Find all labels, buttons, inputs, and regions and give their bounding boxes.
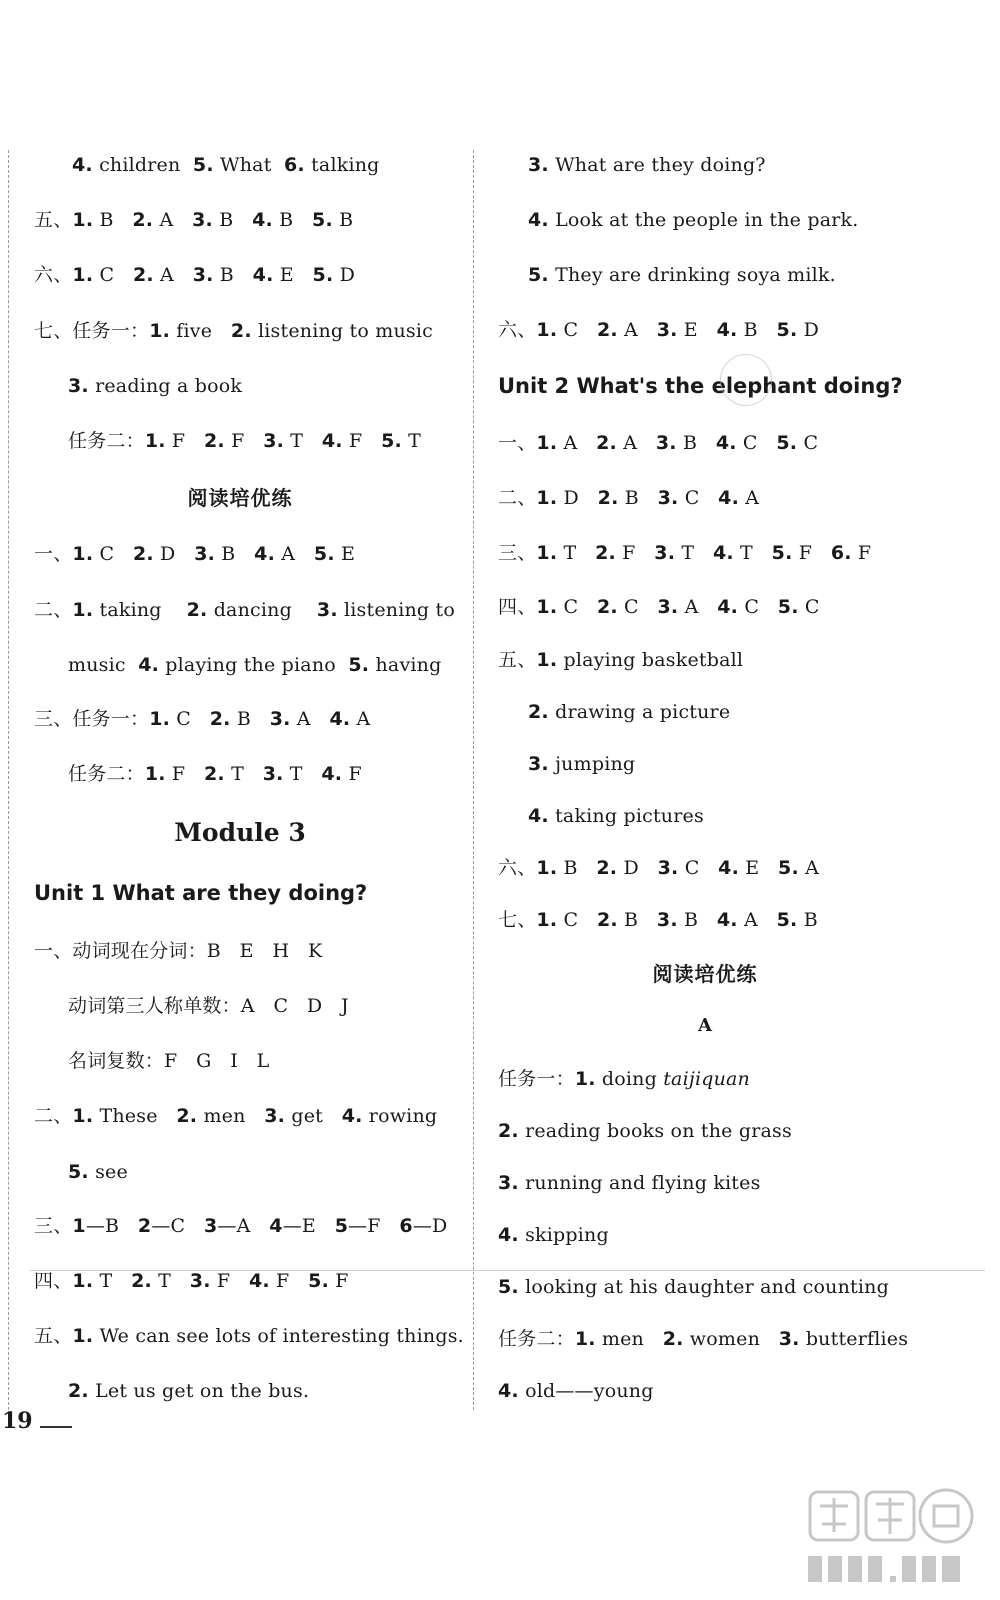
answer-text: 四、 bbox=[498, 596, 537, 618]
answer-text: playing basketball bbox=[557, 649, 744, 671]
answer-text: T bbox=[93, 1270, 132, 1292]
item-number: 5. bbox=[313, 543, 335, 565]
answer-text: —C bbox=[151, 1215, 204, 1237]
item-number: 2. bbox=[204, 430, 225, 452]
answer-text: D bbox=[333, 264, 356, 286]
answer-text: F bbox=[165, 430, 204, 452]
item-number: 3. bbox=[656, 909, 678, 931]
answer-text: 三、 bbox=[34, 1215, 73, 1237]
answer-text: —F bbox=[348, 1215, 400, 1237]
item-number: 1. bbox=[72, 209, 94, 231]
item-number: 5. bbox=[348, 654, 370, 676]
answer-text: B bbox=[272, 209, 313, 231]
answer-text: F bbox=[851, 542, 872, 564]
answer-text: music bbox=[68, 654, 139, 676]
answer-text: 五、 bbox=[34, 209, 73, 231]
answer-line bbox=[34, 598, 455, 622]
item-number: 5. bbox=[312, 264, 334, 286]
item-number: 1. bbox=[72, 599, 94, 621]
item-number: 3. bbox=[264, 1105, 286, 1127]
item-number: 5. bbox=[778, 857, 799, 879]
answer-text: T bbox=[557, 542, 596, 564]
italic-term: taijiquan bbox=[663, 1068, 750, 1090]
answer-text: C bbox=[557, 596, 597, 618]
answer-line bbox=[498, 595, 820, 619]
answer-text: skipping bbox=[518, 1224, 609, 1246]
item-number: 5 bbox=[334, 1215, 349, 1237]
item-number: 3. bbox=[192, 264, 214, 286]
item-number: 3. bbox=[269, 708, 291, 730]
item-number: 4. bbox=[715, 432, 737, 454]
answer-text: 二、 bbox=[498, 487, 537, 509]
answer-text: 三、任务一： bbox=[34, 708, 150, 730]
item-number: 2. bbox=[209, 708, 231, 730]
answer-text: F bbox=[165, 763, 204, 785]
item-number: 5. bbox=[312, 209, 333, 231]
answer-text: drawing a picture bbox=[548, 701, 731, 723]
answer-text: They are drinking soya milk. bbox=[548, 264, 836, 286]
item-number: 1. bbox=[574, 1068, 596, 1090]
answer-text: having bbox=[369, 654, 442, 676]
answer-text: —D bbox=[412, 1215, 448, 1237]
item-number: 2. bbox=[596, 432, 617, 454]
item-number: 3. bbox=[657, 596, 679, 618]
answer-text: D bbox=[557, 487, 598, 509]
watermark-logo bbox=[800, 1484, 985, 1594]
answer-text: E bbox=[677, 319, 717, 341]
section-letter: A bbox=[698, 1015, 712, 1036]
item-number: 3. bbox=[657, 487, 679, 509]
answer-text: taking pictures bbox=[548, 805, 704, 827]
answer-line bbox=[498, 431, 818, 455]
item-number: 1. bbox=[536, 596, 558, 618]
page-number-dash bbox=[40, 1426, 72, 1428]
answer-text: 二、 bbox=[34, 1105, 73, 1127]
item-number: 4. bbox=[712, 542, 734, 564]
item-number: 2. bbox=[230, 320, 252, 342]
answer-text: C bbox=[557, 319, 597, 341]
answer-line bbox=[34, 939, 322, 963]
answer-line bbox=[68, 1379, 309, 1403]
answer-text: C bbox=[170, 708, 210, 730]
answer-line bbox=[34, 1104, 437, 1128]
answer-text: dancing bbox=[207, 599, 317, 621]
item-number: 3. bbox=[528, 753, 549, 775]
answer-text: five bbox=[170, 320, 231, 342]
item-number: 3. bbox=[498, 1172, 519, 1194]
item-number: 5. bbox=[192, 154, 214, 176]
answer-text: A bbox=[350, 708, 371, 730]
item-number: 1. bbox=[72, 543, 94, 565]
column-divider bbox=[473, 150, 474, 1410]
item-number: 5. bbox=[308, 1270, 329, 1292]
answer-text: men bbox=[595, 1328, 663, 1350]
item-number: 3. bbox=[194, 543, 216, 565]
answer-text: B bbox=[212, 209, 253, 231]
item-number: 5. bbox=[777, 596, 799, 618]
answer-text: T bbox=[401, 430, 422, 452]
item-number: 4. bbox=[716, 319, 738, 341]
answer-line bbox=[34, 319, 433, 343]
item-number: 2. bbox=[596, 596, 618, 618]
answer-text: 六、 bbox=[34, 264, 73, 286]
item-number: 4. bbox=[716, 909, 738, 931]
item-number: 1. bbox=[144, 430, 166, 452]
answer-line bbox=[34, 208, 353, 232]
item-number: 5. bbox=[528, 264, 549, 286]
item-number: 1 bbox=[72, 1215, 86, 1237]
item-number: 3. bbox=[657, 857, 679, 879]
answer-text: —E bbox=[282, 1215, 335, 1237]
item-number: 3. bbox=[316, 599, 338, 621]
item-number: 1. bbox=[536, 432, 558, 454]
answer-line bbox=[34, 1214, 447, 1238]
answer-text: We can see lots of interesting things. bbox=[93, 1325, 464, 1347]
answer-text: D bbox=[153, 543, 195, 565]
item-number: 1. bbox=[144, 763, 166, 785]
answer-text: T bbox=[283, 763, 322, 785]
answer-line bbox=[34, 542, 355, 566]
answer-text: talking bbox=[304, 154, 380, 176]
answer-text: E bbox=[334, 543, 356, 565]
answer-line bbox=[498, 1275, 889, 1299]
answer-text: F bbox=[342, 430, 382, 452]
item-number: 2. bbox=[68, 1380, 89, 1402]
answer-text: B bbox=[797, 909, 818, 931]
item-number: 2. bbox=[132, 209, 154, 231]
answer-text: F bbox=[224, 430, 264, 452]
answer-text: 动词第三人称单数：A C D J bbox=[68, 995, 349, 1017]
answer-line bbox=[498, 486, 759, 510]
answer-text: A bbox=[739, 487, 760, 509]
item-number: 4 bbox=[269, 1215, 283, 1237]
answer-text: doing bbox=[595, 1068, 664, 1090]
answer-text: B bbox=[617, 909, 657, 931]
answer-line bbox=[68, 994, 349, 1018]
item-number: 4. bbox=[72, 154, 93, 176]
item-number: 2. bbox=[528, 701, 549, 723]
item-number: 2. bbox=[596, 909, 618, 931]
answer-text: T bbox=[733, 542, 772, 564]
item-number: 1. bbox=[149, 708, 171, 730]
item-number: 2. bbox=[132, 264, 154, 286]
stamp-mark bbox=[720, 354, 772, 406]
item-number: 2. bbox=[595, 542, 616, 564]
answer-line bbox=[528, 263, 836, 287]
answer-text: see bbox=[88, 1161, 128, 1183]
answer-text: 任务二： bbox=[498, 1328, 575, 1350]
item-number: 4. bbox=[252, 209, 273, 231]
item-number: 4. bbox=[254, 543, 276, 565]
answer-text: B bbox=[677, 909, 717, 931]
answer-text: 五、 bbox=[34, 1325, 73, 1347]
answer-line bbox=[498, 648, 743, 672]
answer-line bbox=[68, 1049, 269, 1073]
answer-text: A bbox=[290, 708, 330, 730]
answer-line bbox=[498, 1379, 654, 1403]
answer-text: B bbox=[676, 432, 716, 454]
item-number: 1. bbox=[574, 1328, 596, 1350]
answer-text: 一、 bbox=[34, 543, 73, 565]
item-number: 3. bbox=[528, 154, 549, 176]
item-number: 1. bbox=[72, 1105, 94, 1127]
answer-line bbox=[528, 752, 635, 776]
answer-text: men bbox=[197, 1105, 265, 1127]
answer-text: jumping bbox=[548, 753, 636, 775]
item-number: 3. bbox=[654, 542, 676, 564]
answer-text: —B bbox=[85, 1215, 138, 1237]
answer-text: T bbox=[675, 542, 713, 564]
answer-text: 四、 bbox=[34, 1270, 73, 1292]
answer-text: A bbox=[275, 543, 314, 565]
answer-line bbox=[528, 804, 704, 828]
item-number: 4. bbox=[138, 654, 160, 676]
answer-line bbox=[498, 1171, 761, 1195]
answer-line bbox=[34, 263, 355, 287]
item-number: 5. bbox=[776, 432, 798, 454]
answer-text: C bbox=[93, 543, 133, 565]
item-number: 1. bbox=[72, 1270, 94, 1292]
item-number: 1. bbox=[72, 264, 94, 286]
item-number: 3. bbox=[68, 375, 89, 397]
item-number: 4. bbox=[329, 708, 351, 730]
answer-text: —A bbox=[217, 1215, 270, 1237]
item-number: 2. bbox=[132, 543, 154, 565]
answer-text: Look at the people in the park. bbox=[548, 209, 859, 231]
unit-title: Unit 2 What's the elephant doing? bbox=[498, 374, 903, 398]
section-title-reading: 阅读培优练 bbox=[187, 486, 293, 510]
answer-text: B bbox=[557, 857, 597, 879]
answer-line bbox=[498, 541, 871, 565]
item-number: 2. bbox=[131, 1270, 152, 1292]
answer-text: B bbox=[215, 543, 255, 565]
answer-text: playing the piano bbox=[159, 654, 349, 676]
answer-text: What bbox=[213, 154, 285, 176]
item-number: 3. bbox=[262, 763, 284, 785]
answer-text: A bbox=[798, 857, 820, 879]
answer-line bbox=[68, 374, 242, 398]
item-number: 4. bbox=[321, 430, 343, 452]
answer-line bbox=[72, 153, 380, 177]
item-number: 4. bbox=[252, 264, 274, 286]
answer-text: old——young bbox=[518, 1380, 654, 1402]
answer-text: 六、 bbox=[498, 857, 537, 879]
answer-text: 六、 bbox=[498, 319, 537, 341]
item-number: 1. bbox=[536, 542, 558, 564]
answer-text: 任务二： bbox=[68, 430, 145, 452]
item-number: 5. bbox=[381, 430, 402, 452]
item-number: 4. bbox=[717, 596, 739, 618]
item-number: 2. bbox=[597, 487, 619, 509]
section-title-reading: 阅读培优练 bbox=[652, 962, 758, 986]
answer-line bbox=[498, 1327, 908, 1351]
item-number: 2. bbox=[662, 1328, 684, 1350]
answer-text: 三、 bbox=[498, 542, 537, 564]
answer-text: 名词复数：F G I L bbox=[68, 1050, 270, 1072]
item-number: 3. bbox=[263, 430, 285, 452]
answer-text: C bbox=[678, 487, 719, 509]
answer-text: E bbox=[739, 857, 779, 879]
answer-text: 七、任务一： bbox=[34, 320, 150, 342]
answer-text: B bbox=[93, 209, 133, 231]
answer-line bbox=[68, 653, 441, 677]
left-margin-divider bbox=[8, 150, 9, 1410]
answer-text: children bbox=[92, 154, 193, 176]
answer-line bbox=[34, 1324, 464, 1348]
answer-text: F bbox=[792, 542, 831, 564]
answer-text: T bbox=[151, 1270, 190, 1292]
answer-text: listening to music bbox=[251, 320, 433, 342]
answer-text: F bbox=[210, 1270, 249, 1292]
item-number: 2. bbox=[498, 1120, 519, 1142]
unit-title: Unit 1 What are they doing? bbox=[34, 881, 368, 905]
answer-text: E bbox=[273, 264, 313, 286]
answer-text: D bbox=[617, 857, 658, 879]
item-number: 2. bbox=[176, 1105, 198, 1127]
answer-text: rowing bbox=[362, 1105, 438, 1127]
item-number: 4. bbox=[498, 1224, 519, 1246]
item-number: 2. bbox=[186, 599, 208, 621]
item-number: 4. bbox=[718, 487, 740, 509]
item-number: 1. bbox=[536, 909, 558, 931]
answer-text: B bbox=[618, 487, 658, 509]
item-number: 1. bbox=[536, 857, 558, 879]
item-number: 6 bbox=[399, 1215, 413, 1237]
item-number: 4. bbox=[528, 209, 549, 231]
item-number: 3 bbox=[204, 1215, 218, 1237]
item-number: 2. bbox=[204, 763, 225, 785]
item-number: 3. bbox=[655, 432, 677, 454]
answer-line bbox=[498, 908, 818, 932]
item-number: 6. bbox=[830, 542, 852, 564]
item-number: 1. bbox=[149, 320, 171, 342]
item-number: 5. bbox=[68, 1161, 89, 1183]
item-number: 1. bbox=[536, 487, 558, 509]
answer-line bbox=[498, 1223, 609, 1247]
answer-text: A bbox=[737, 909, 777, 931]
item-number: 5. bbox=[776, 909, 798, 931]
answer-line bbox=[528, 208, 859, 232]
answer-text: looking at his daughter and counting bbox=[518, 1276, 889, 1298]
answer-text: running and flying kites bbox=[518, 1172, 761, 1194]
answer-text: taking bbox=[93, 599, 187, 621]
item-number: 3. bbox=[189, 1270, 211, 1292]
answer-text: B bbox=[737, 319, 777, 341]
item-number: 1. bbox=[536, 649, 558, 671]
answer-text: C bbox=[93, 264, 133, 286]
answer-text: C bbox=[736, 432, 777, 454]
answer-text: C bbox=[678, 857, 719, 879]
answer-text: B bbox=[332, 209, 354, 231]
item-number: 3. bbox=[656, 319, 678, 341]
item-number: 4. bbox=[341, 1105, 363, 1127]
answer-text: 一、 bbox=[498, 432, 537, 454]
scan-line bbox=[30, 1270, 985, 1271]
answer-text: These bbox=[93, 1105, 177, 1127]
item-number: 4. bbox=[498, 1380, 519, 1402]
answer-line bbox=[68, 1160, 128, 1184]
item-number: 2. bbox=[596, 319, 618, 341]
item-number: 4. bbox=[321, 763, 343, 785]
answer-text: 二、 bbox=[34, 599, 73, 621]
item-number: 4. bbox=[528, 805, 549, 827]
answer-text: get bbox=[285, 1105, 342, 1127]
answer-text: D bbox=[797, 319, 820, 341]
answer-text: B bbox=[230, 708, 270, 730]
answer-text: What are they doing? bbox=[548, 154, 766, 176]
answer-line bbox=[68, 429, 421, 453]
item-number: 2 bbox=[137, 1215, 152, 1237]
answer-text: 五、 bbox=[498, 649, 537, 671]
answer-text: listening to bbox=[337, 599, 455, 621]
item-number: 5. bbox=[776, 319, 798, 341]
answer-text: C bbox=[557, 909, 597, 931]
answer-text: T bbox=[224, 763, 263, 785]
answer-line bbox=[528, 153, 766, 177]
answer-text: 任务二： bbox=[68, 763, 145, 785]
item-number: 4. bbox=[718, 857, 740, 879]
answer-text: C bbox=[617, 596, 658, 618]
answer-text: butterflies bbox=[799, 1328, 909, 1350]
answer-text: 一、动词现在分词：B E H K bbox=[34, 940, 323, 962]
item-number: 1. bbox=[536, 319, 558, 341]
answer-text: Let us get on the bus. bbox=[88, 1380, 310, 1402]
answer-line bbox=[34, 707, 370, 731]
page-number: 19 bbox=[2, 1408, 33, 1434]
answer-line bbox=[498, 1067, 750, 1091]
answer-text: 任务一： bbox=[498, 1068, 575, 1090]
answer-line bbox=[498, 318, 819, 342]
answer-line bbox=[34, 1269, 349, 1293]
answer-line bbox=[68, 762, 362, 786]
item-number: 5. bbox=[498, 1276, 519, 1298]
item-number: 4. bbox=[248, 1270, 270, 1292]
answer-text: T bbox=[284, 430, 322, 452]
answer-text: F bbox=[269, 1270, 309, 1292]
answer-text: A bbox=[153, 264, 193, 286]
answer-text: reading a book bbox=[88, 375, 243, 397]
answer-text: women bbox=[683, 1328, 779, 1350]
item-number: 1. bbox=[72, 1325, 94, 1347]
answer-text: C bbox=[798, 596, 820, 618]
answer-line bbox=[498, 1119, 792, 1143]
answer-text: A bbox=[153, 209, 193, 231]
answer-text: C bbox=[738, 596, 778, 618]
answer-text: reading books on the grass bbox=[518, 1120, 792, 1142]
item-number: 5. bbox=[771, 542, 793, 564]
item-number: 3. bbox=[778, 1328, 800, 1350]
answer-line bbox=[498, 856, 819, 880]
answer-text: B bbox=[213, 264, 253, 286]
answer-line bbox=[528, 700, 730, 724]
item-number: 2. bbox=[596, 857, 618, 879]
item-number: 3. bbox=[192, 209, 213, 231]
answer-text: 七、 bbox=[498, 909, 537, 931]
module-title: Module 3 bbox=[174, 818, 306, 847]
answer-text: A bbox=[557, 432, 597, 454]
answer-text: A bbox=[616, 432, 656, 454]
answer-text: A bbox=[678, 596, 718, 618]
answer-text: F bbox=[329, 1270, 349, 1292]
item-number: 6. bbox=[284, 154, 305, 176]
answer-text: F bbox=[342, 763, 362, 785]
answer-text: A bbox=[617, 319, 657, 341]
answer-text: C bbox=[797, 432, 819, 454]
answer-text: F bbox=[615, 542, 655, 564]
